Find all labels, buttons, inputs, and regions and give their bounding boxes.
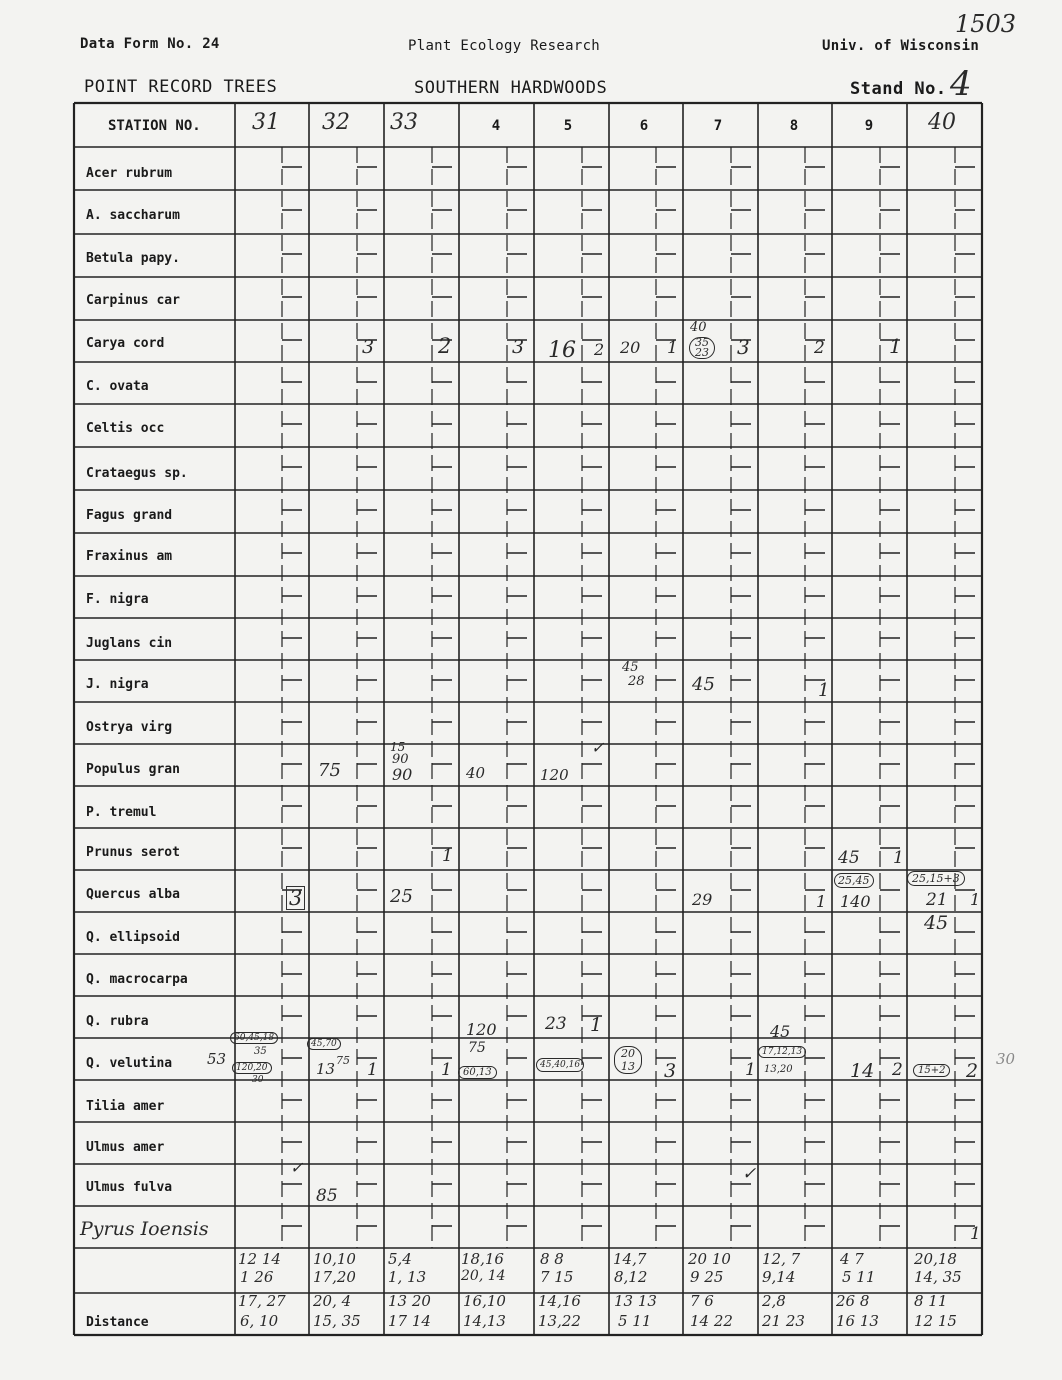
- station-6: 6: [639, 118, 649, 134]
- entry: 3: [362, 336, 375, 358]
- entry: 2: [892, 1060, 903, 1080]
- form-number: Data Form No. 24: [80, 36, 220, 52]
- entry: 45: [692, 674, 715, 695]
- entry: 85: [316, 1186, 338, 1206]
- distance-entry: 21 23: [762, 1312, 805, 1330]
- species-label: Carpinus car: [86, 293, 180, 308]
- entry: 3: [664, 1060, 677, 1082]
- entry: 9,14: [762, 1268, 796, 1286]
- entry: 45: [838, 848, 860, 868]
- record-type: POINT RECORD TREES: [84, 77, 278, 97]
- entry-circled: 60,45,18: [230, 1032, 278, 1044]
- entry: 90: [392, 752, 409, 767]
- distance-entry: 17 14: [388, 1312, 431, 1330]
- entry: 75: [318, 760, 341, 781]
- distance-entry: 15, 35: [313, 1312, 361, 1330]
- entry: 8,12: [614, 1268, 648, 1286]
- entry: 45: [622, 660, 639, 675]
- distance-entry: 14 22: [690, 1312, 733, 1330]
- station-9: 9: [864, 118, 874, 134]
- entry: 30: [996, 1050, 1016, 1068]
- distance-entry: 16 13: [836, 1312, 879, 1330]
- entry-circled: 17,12,13: [758, 1046, 806, 1058]
- stand-label: Stand No.: [850, 79, 947, 99]
- entry-circled: 35 23: [689, 337, 715, 359]
- distance-entry: 8 11: [914, 1292, 948, 1310]
- species-label: Crataegus sp.: [86, 466, 188, 481]
- station-7: 7: [713, 118, 723, 134]
- species-label: P. tremul: [86, 805, 157, 820]
- entry: 18,16: [461, 1250, 504, 1268]
- stand-value: 4: [950, 64, 972, 104]
- entry-circled: 120,20: [232, 1062, 272, 1074]
- entry-circled: 45,70: [307, 1038, 341, 1050]
- entry: 120: [540, 766, 569, 784]
- distance-entry: 13 13: [614, 1292, 657, 1310]
- distance-entry: 14,16: [538, 1292, 581, 1310]
- station-5: 5: [563, 118, 573, 134]
- entry: 1, 13: [388, 1268, 427, 1286]
- species-label: Prunus serot: [86, 845, 180, 860]
- species-label: Ulmus fulva: [86, 1180, 173, 1195]
- entry: 10,10: [313, 1250, 356, 1268]
- entry: 1: [590, 1014, 603, 1036]
- entry: 45: [770, 1022, 791, 1041]
- entry: 14, 35: [914, 1268, 962, 1286]
- species-label: Populus gran: [86, 762, 180, 777]
- species-label: Q. ellipsoid: [86, 930, 180, 945]
- entry: 2: [966, 1060, 979, 1082]
- entry-circled: 25,45: [834, 873, 874, 888]
- species-label: Celtis occ: [86, 421, 165, 436]
- species-label: Q. macrocarpa: [86, 972, 188, 987]
- entry: 120: [466, 1020, 497, 1039]
- species-label: F. nigra: [86, 592, 149, 607]
- entry: 5,4: [388, 1250, 412, 1268]
- entry: 1: [816, 892, 827, 911]
- species-label: Ulmus amer: [86, 1140, 165, 1155]
- distance-entry: 26 8: [836, 1292, 870, 1310]
- entry: 53: [207, 1050, 227, 1068]
- entry: 20,18: [914, 1250, 957, 1268]
- entry: 14,7: [613, 1250, 647, 1268]
- entry: 13,20: [764, 1064, 793, 1075]
- entry: 13: [316, 1060, 336, 1078]
- entry: 20 10: [688, 1250, 731, 1268]
- entry: 1: [441, 1060, 452, 1080]
- distance-entry: 20, 4: [313, 1292, 352, 1310]
- station-label: STATION NO.: [108, 118, 201, 134]
- entry: 3: [512, 336, 525, 358]
- entry: 1: [970, 1224, 981, 1244]
- entry: 8 8: [540, 1250, 564, 1268]
- species-label: Acer rubrum: [86, 166, 173, 181]
- station-40: 40: [928, 110, 956, 135]
- species-label: Carya cord: [86, 336, 165, 351]
- distance-entry: 2,8: [762, 1292, 786, 1310]
- species-label: Fraxinus am: [86, 549, 173, 564]
- entry: 1: [970, 890, 981, 909]
- entry: 5 11: [842, 1268, 876, 1286]
- station-4: 4: [491, 118, 501, 134]
- station-32: 32: [322, 110, 350, 135]
- entry: 1: [367, 1060, 378, 1080]
- entry-circled: 25,15+3: [907, 871, 965, 886]
- species-label-handwritten: Pyrus Ioensis: [80, 1218, 209, 1240]
- entry: 14: [850, 1060, 875, 1082]
- check-mark: ✓: [290, 1158, 304, 1177]
- distance-entry: 17, 27: [238, 1292, 286, 1310]
- species-label: Juglans cin: [86, 636, 173, 651]
- entry: 2: [814, 338, 825, 358]
- entry-circled: 60,13: [458, 1066, 497, 1079]
- entry: 25: [390, 886, 413, 907]
- entry: 1: [818, 680, 830, 701]
- entry: 1: [893, 848, 904, 868]
- org-name: Plant Ecology Research: [408, 38, 601, 54]
- entry-boxed: 3: [286, 886, 305, 910]
- entry: 1: [667, 338, 678, 358]
- entry: 16: [548, 338, 576, 363]
- distance-entry: 13 20: [388, 1292, 431, 1310]
- entry: 20: [620, 338, 641, 357]
- entry-circled: 15+2: [913, 1064, 950, 1077]
- entry: 2: [438, 334, 452, 358]
- distance-entry: 14,13: [463, 1312, 506, 1330]
- entry: 75: [468, 1040, 486, 1056]
- species-label: Fagus grand: [86, 508, 173, 523]
- entry: 1: [745, 1060, 756, 1080]
- distance-entry: 12 15: [914, 1312, 957, 1330]
- file-number: 1503: [955, 10, 1017, 38]
- entry: 15: [390, 740, 406, 754]
- distance-entry: 13,22: [538, 1312, 581, 1330]
- check-mark: ✓: [591, 738, 605, 757]
- station-8: 8: [789, 118, 799, 134]
- station-31: 31: [252, 110, 280, 135]
- entry: 30: [252, 1075, 264, 1085]
- entry: 1: [442, 846, 453, 866]
- species-label: A. saccharum: [86, 208, 180, 223]
- species-label: Betula papy.: [86, 251, 180, 266]
- species-label: C. ovata: [86, 379, 149, 394]
- entry: 9 25: [690, 1268, 724, 1286]
- entry: 23: [545, 1014, 567, 1034]
- entry: 20, 14: [461, 1268, 506, 1284]
- species-label: Q. rubra: [86, 1014, 149, 1029]
- entry: 45: [924, 912, 949, 934]
- entry: 4 7: [840, 1250, 864, 1268]
- species-label: Ostrya virg: [86, 720, 173, 735]
- entry: 35: [254, 1046, 267, 1057]
- distance-entry: 7 6: [690, 1292, 714, 1310]
- entry: 40: [466, 764, 486, 782]
- entry: 7 15: [540, 1268, 574, 1286]
- distance-entry: 16,10: [463, 1292, 506, 1310]
- distance-entry: 6, 10: [240, 1312, 279, 1330]
- entry: 3: [737, 335, 750, 359]
- entry: 17,20: [313, 1268, 356, 1286]
- forest-type: SOUTHERN HARDWOODS: [414, 78, 608, 98]
- entry: 140: [840, 892, 871, 911]
- distance-entry: 5 11: [618, 1312, 652, 1330]
- entry: 21: [926, 890, 948, 910]
- entry: 28: [628, 674, 645, 689]
- check-mark: ✓: [742, 1164, 757, 1184]
- entry: 75: [336, 1054, 350, 1067]
- species-label: Q. velutina: [86, 1056, 173, 1071]
- entry: 1 26: [240, 1268, 274, 1286]
- entry-circled: 20 13: [614, 1046, 642, 1074]
- entry: 1: [889, 334, 902, 358]
- entry: 90: [392, 765, 413, 784]
- entry: 12 14: [238, 1250, 281, 1268]
- station-33: 33: [390, 110, 418, 135]
- species-label: Quercus alba: [86, 887, 180, 902]
- entry: 29: [692, 890, 713, 909]
- entry: 40: [690, 320, 707, 335]
- species-label: J. nigra: [86, 677, 149, 692]
- distance-label: Distance: [86, 1315, 149, 1330]
- entry: 12, 7: [762, 1250, 801, 1268]
- university-name: Univ. of Wisconsin: [822, 38, 980, 54]
- entry-circled: 45,40,16: [536, 1058, 584, 1072]
- species-label: Tilia amer: [86, 1099, 165, 1114]
- entry: 2: [594, 340, 605, 359]
